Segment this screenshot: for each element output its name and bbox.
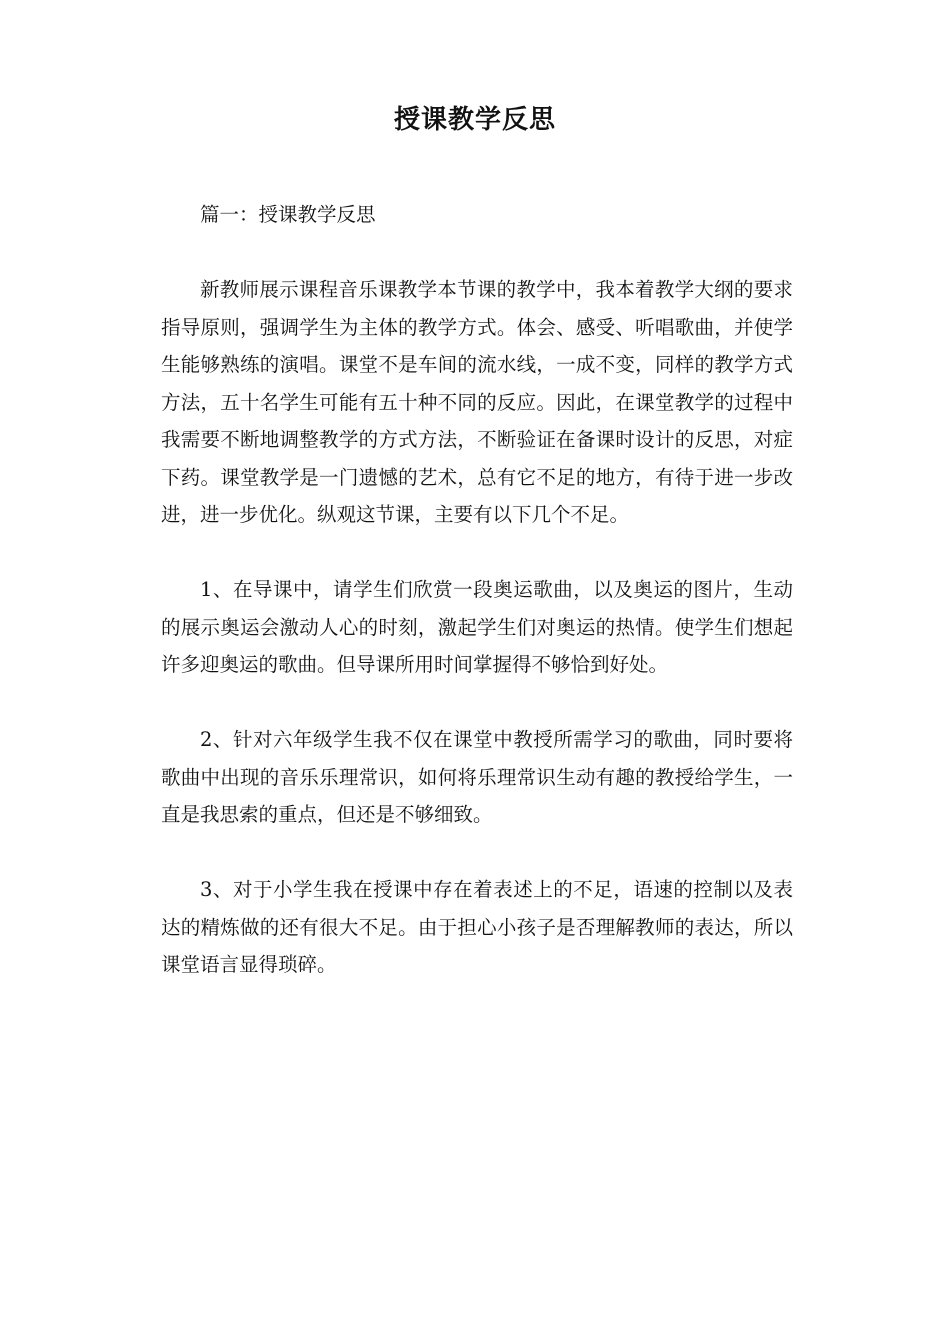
- document-title: 授课教学反思: [393, 105, 556, 135]
- section-subtitle: 篇一：授课教学反思: [200, 203, 376, 226]
- paragraph-point-1: 1、在导课中，请学生们欣赏一段奥运歌曲，以及奥运的图片，生动的展示奥运会激动人心的时刻，激起学生们对奥运的热情。使学生们想起许多迎奥运的歌曲。但导课所用时间掌握得不够恰到好处。: [161, 578, 793, 676]
- paragraph-point-3: 3、对于小学生我在授课中存在着表述上的不足，语速的控制以及表达的精炼做的还有很大不足。由于担心小孩子是否理解教师的表达，所以课堂语言显得琐碎。: [161, 878, 793, 976]
- paragraph-point-2: 2、针对六年级学生我不仅在课堂中教授所需学习的歌曲，同时要将歌曲中出现的音乐乐理常识，如何将乐理常识生动有趣的教授给学生，一直是我思索的重点，但还是不够细致。: [161, 728, 793, 826]
- paragraph-intro: 新教师展示课程音乐课教学本节课的教学中，我本着教学大纲的要求指导原则，强调学生为主体的教学方式。体会、感受、听唱歌曲，并使学生能够熟练的演唱。课堂不是车间的流水线，一成不变，同样的教学方式方法，五十名学生可能有五十种不同的反应。因此，在课堂教学的过程中我需要不断地调整教学的方式方法，不断验证在备课时设计的反思，对症下药。课堂教学是一门遗憾的艺术，总有它不足的地方，有待于进一步改进，进一步优化。纵观这节课，主要有以下几个不足。: [161, 278, 793, 526]
- document-body: [161, 196, 793, 1021]
